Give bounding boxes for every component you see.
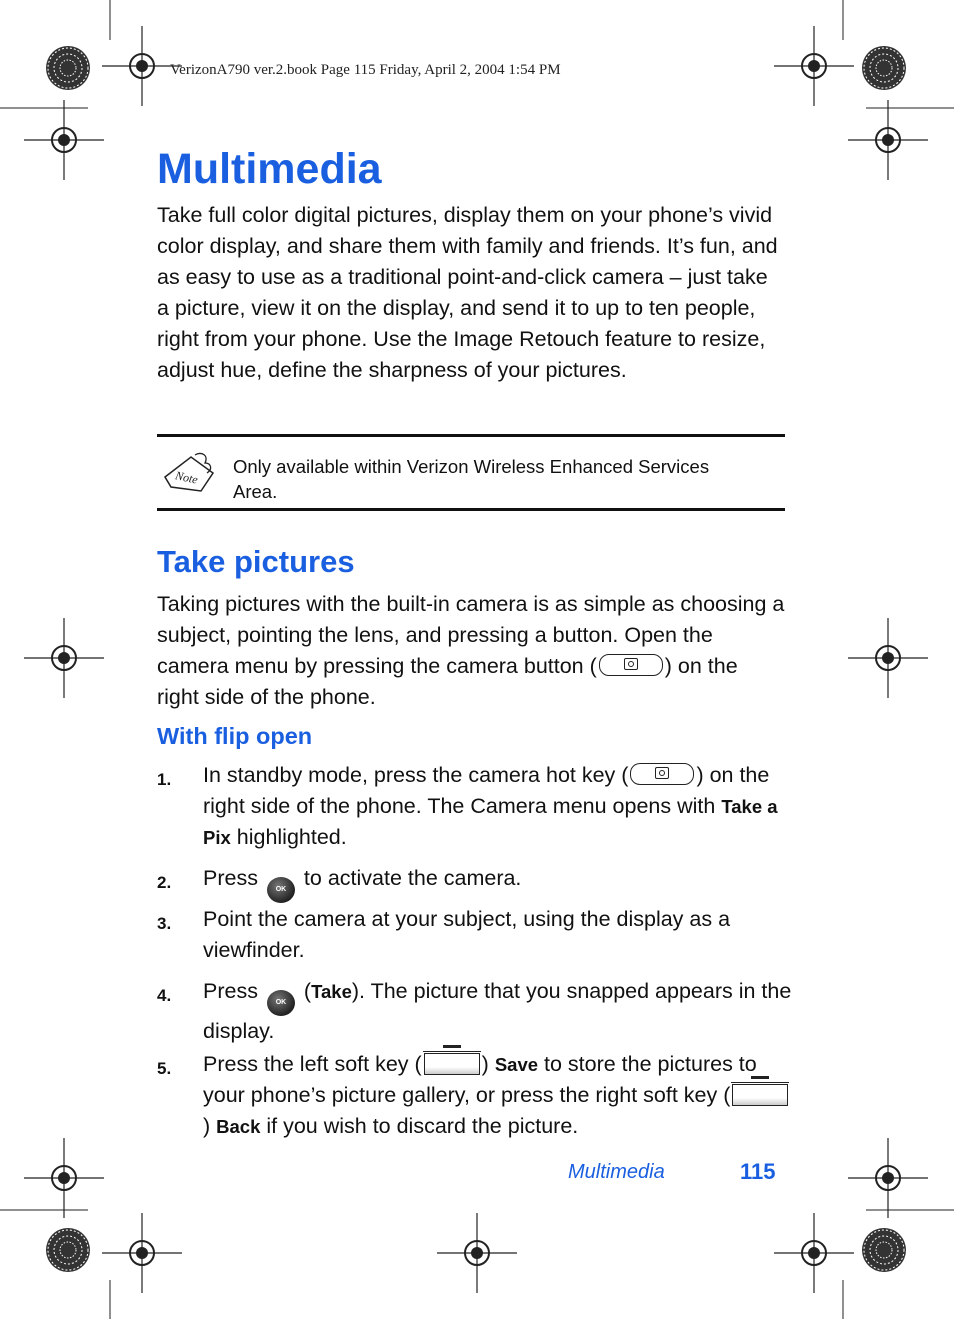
note-icon-label: Note xyxy=(174,468,200,487)
step-text-part: ) on the right side of the phone. The Camera menu opens with xyxy=(203,763,770,818)
step-text-part: highlighted. xyxy=(230,825,347,849)
step-text-part: if you wish to discard the picture. xyxy=(260,1114,579,1138)
step-number: 2. xyxy=(157,873,172,892)
ok-key-icon: OK xyxy=(267,877,295,903)
print-header: VerizonA790 ver.2.book Page 115 Friday, April 2, 2004 1:54 PM xyxy=(170,62,561,78)
note-text: Only available within Verizon Wireless Enhanced Services Area. xyxy=(233,456,710,502)
subsection-title: With flip open xyxy=(157,723,313,749)
note-box xyxy=(157,434,785,511)
menu-term: Back xyxy=(216,1116,261,1137)
step-number: 4. xyxy=(157,986,172,1005)
footer-section-name: Multimedia xyxy=(568,1161,665,1183)
step-text-part: In standby mode, press the camera hot key ( xyxy=(203,763,629,787)
page-title: Multimedia xyxy=(157,145,382,193)
page-number: 115 xyxy=(740,1159,776,1184)
step-text-part: ) xyxy=(481,1052,495,1076)
step-text-part: ). The picture that you snapped appears in the display. xyxy=(203,979,792,1043)
section-intro-after: ) on the right side of the phone. xyxy=(157,654,738,709)
left-soft-key-icon xyxy=(424,1053,480,1075)
step-number: 5. xyxy=(157,1059,172,1078)
intro-paragraph: Take full color digital pictures, display them on your phone’s vivid color display, and share them with family and friends. It’s fun, and as easy to use as a traditional point-and-click camera – just take a picture, view it on the display, and send it to up to ten people, right from your phone. Use the Image Retouch feature to resize, adjust hue, define the sharpness of your pictures. xyxy=(157,203,778,382)
step-text xyxy=(203,863,793,903)
menu-term: Save xyxy=(494,1054,539,1075)
step-text-part: Press the left soft key ( xyxy=(203,1052,422,1076)
step-text-part: Press xyxy=(203,866,264,890)
camera-key-icon xyxy=(630,763,694,785)
step-text-part: to store the pictures to your phone’s picture gallery, or press the right soft key ( xyxy=(203,1052,757,1107)
step-text-part: Press xyxy=(203,979,264,1003)
section-title: Take pictures xyxy=(157,544,355,579)
step-number: 3. xyxy=(157,914,172,933)
right-soft-key-icon xyxy=(732,1084,788,1106)
note-icon xyxy=(161,451,217,495)
menu-term: Take xyxy=(311,981,352,1002)
section-intro-before: Taking pictures with the built-in camera is as simple as choosing a subject, pointing the lens, and pressing a button. Open the camera menu by pressing the camera button ( xyxy=(157,592,785,678)
step-text-part: to activate the camera. xyxy=(297,866,522,890)
camera-key-icon xyxy=(599,654,663,676)
menu-term: Take a Pix xyxy=(203,796,778,848)
step-text-part: ) xyxy=(203,1114,217,1138)
step-text xyxy=(203,1049,793,1142)
step-number: 1. xyxy=(157,770,172,789)
section-intro xyxy=(157,589,785,713)
step-text: Point the camera at your subject, using the display as a viewfinder. xyxy=(203,907,731,962)
step-text-part: ( xyxy=(297,979,312,1003)
ok-key-icon: OK xyxy=(267,990,295,1016)
step-text xyxy=(203,760,793,853)
step-text xyxy=(203,976,793,1047)
